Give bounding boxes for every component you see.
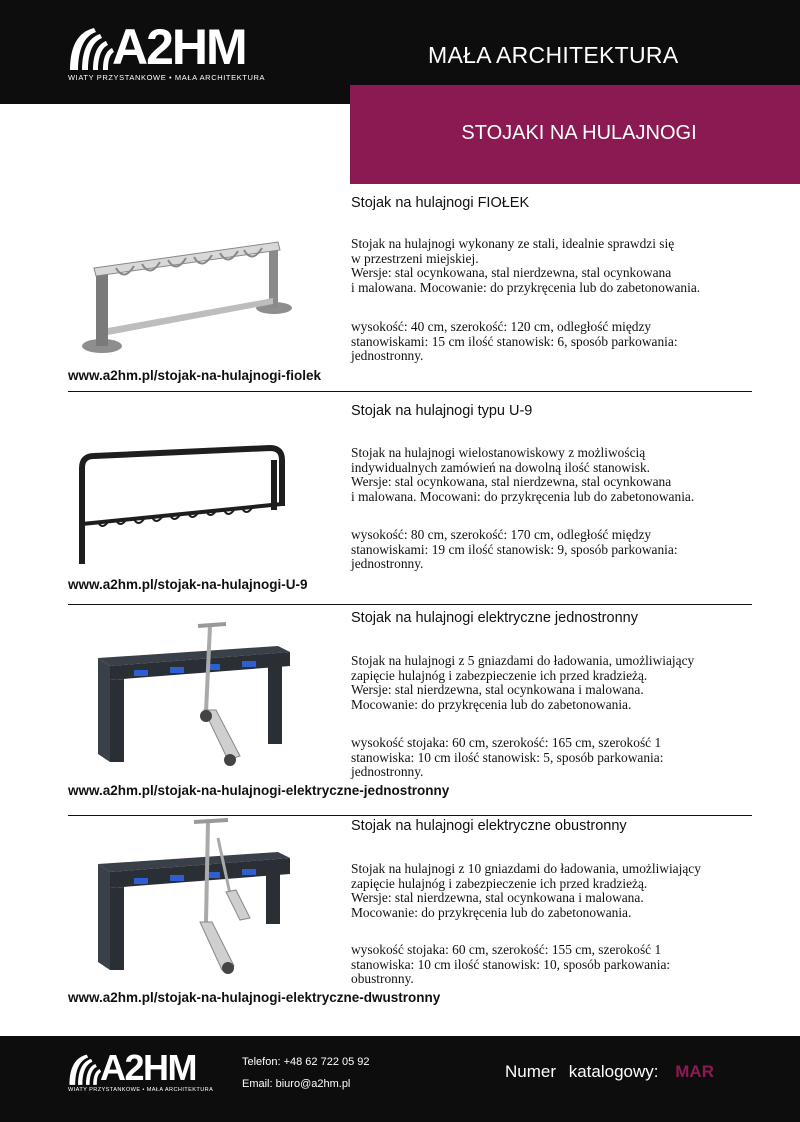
logo-stripes-icon (68, 26, 118, 70)
product-image-u9 (68, 424, 308, 570)
product-title: Stojak na hulajnogi typu U-9 (351, 403, 533, 419)
product-link[interactable]: www.a2hm.pl/stojak-na-hulajnogi-elektryczne-dwustronny (68, 990, 441, 1005)
logo-stripes-icon (68, 1053, 104, 1085)
catalog-code: MAR (675, 1062, 714, 1081)
product-specs: wysokość: 40 cm, szerokość: 120 cm, odległość między stanowiskami: 15 cm ilość stanowisk: 6, sposób parkowania: jednostronny. (351, 319, 678, 363)
catalog-number (505, 1062, 714, 1082)
product-image-electric-single (68, 612, 308, 772)
section-divider (68, 815, 752, 816)
product-description: Stojak na hulajnogi wykonany ze stali, idealnie sprawdzi się w przestrzeni miejskiej. Wersje: stal ocynkowana, stal nierdzewna, stal ocynkowana i malowana. Mocowanie: do przykręcenia lub do zabetonowania. (351, 236, 701, 295)
product-image-electric-double (68, 818, 308, 984)
logo-tagline: WIATY PRZYSTANKOWE • MAŁA ARCHITEKTURA (68, 73, 266, 82)
product-specs: wysokość stojaka: 60 cm, szerokość: 155 cm, szerokość 1 stanowiska: 10 cm ilość stanowisk: 10, sposób parkowania: obustronny. (351, 942, 671, 986)
category-title: STOJAKI NA HULAJNOGI (461, 122, 697, 144)
product-link[interactable]: www.a2hm.pl/stojak-na-hulajnogi-U-9 (68, 577, 308, 592)
section-divider (68, 391, 752, 392)
product-link[interactable]: www.a2hm.pl/stojak-na-hulajnogi-elektryczne-jednostronny (68, 783, 450, 798)
catalog-label: Numer katalogowy: (505, 1062, 659, 1081)
brand-logo[interactable] (68, 19, 273, 84)
page-footer (0, 1036, 800, 1122)
product-specs: wysokość: 80 cm, szerokość: 170 cm, odległość między stanowiskami: 19 cm ilość stanowisk: 9, sposób parkowania: jednostronny. (351, 527, 678, 571)
contact-email[interactable]: Email: biuro@a2hm.pl (242, 1078, 351, 1090)
logo-wordmark: A2HM (112, 19, 246, 75)
header-title: MAŁA ARCHITEKTURA (428, 42, 679, 68)
contact-phone[interactable]: Telefon: +48 62 722 05 92 (242, 1056, 370, 1068)
footer-logo[interactable] (68, 1047, 218, 1097)
product-image-fiolek (68, 228, 308, 363)
logo-wordmark: A2HM (100, 1047, 197, 1088)
logo-tagline: WIATY PRZYSTANKOWE • MAŁA ARCHITEKTURA (68, 1087, 214, 1093)
product-description: Stojak na hulajnogi z 10 gniazdami do ładowania, umożliwiający zapięcie hulajnóg i zabezpieczenie ich przed kradzieżą. Wersje: stal nierdzewna, stal ocynkowana i malowana. Mocowanie: do przykręcenia lub do zabetonowania. (351, 861, 701, 920)
product-description: Stojak na hulajnogi wielostanowiskowy z możliwością indywidualnych zamówień na dowolną ilość stanowisk. Wersje: stal ocynkowana, stal nierdzewna, stal ocynkowana i malowana. Mocowani: do przykręcenia lub do zabetonowania. (351, 445, 695, 504)
product-link[interactable]: www.a2hm.pl/stojak-na-hulajnogi-fiolek (68, 368, 322, 383)
category-banner (350, 85, 800, 184)
section-divider (68, 604, 752, 605)
product-title: Stojak na hulajnogi elektryczne jednostronny (351, 610, 638, 626)
product-description: Stojak na hulajnogi z 5 gniazdami do ładowania, umożliwiający zapięcie hulajnóg i zabezpieczenie ich przed kradzieżą. Wersje: stal nierdzewna, stal ocynkowana i malowana. Mocowanie: do przykręcenia lub do zabetonowania. (351, 653, 695, 712)
product-title: Stojak na hulajnogi elektryczne obustronny (351, 818, 627, 834)
product-title: Stojak na hulajnogi FIOŁEK (351, 195, 530, 211)
product-specs: wysokość stojaka: 60 cm, szerokość: 165 cm, szerokość 1 stanowiska: 10 cm ilość stanowisk: 5, sposób parkowania: jednostronny. (351, 735, 664, 779)
